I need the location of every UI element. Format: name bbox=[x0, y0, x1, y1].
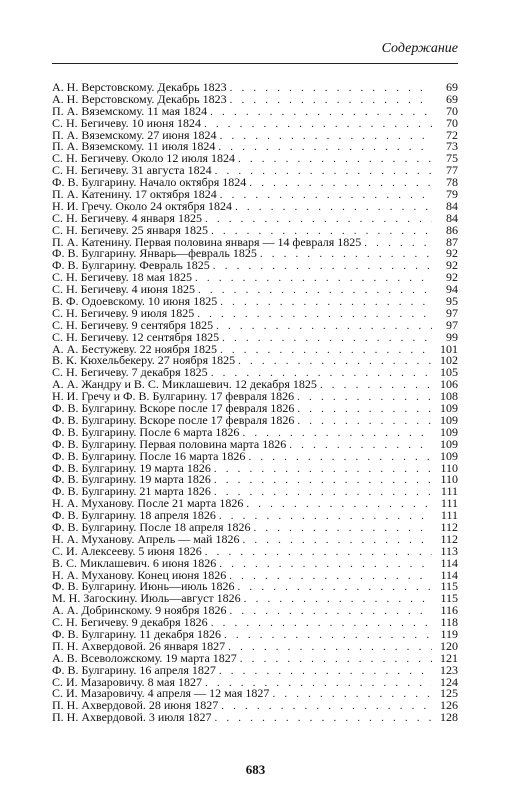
dot-leader bbox=[222, 333, 432, 345]
entry-title: Ф. В. Булгарину. После 16 марта 1826 bbox=[52, 448, 246, 463]
dot-leader bbox=[220, 131, 432, 143]
dot-leader bbox=[289, 440, 432, 452]
entry-page-number: 111 bbox=[440, 496, 458, 511]
entry-page-number: 78 bbox=[446, 175, 458, 190]
entry-title: С. Н. Бегичеву. Около 12 июля 1824 bbox=[52, 151, 235, 166]
dot-leader bbox=[220, 190, 432, 202]
entry-title: С. Н. Бегичеву. 18 мая 1825 bbox=[52, 270, 193, 285]
dot-leader bbox=[198, 285, 432, 297]
dot-leader bbox=[219, 666, 432, 678]
entry-page-number: 125 bbox=[440, 686, 458, 701]
entry-title: Ф. В. Булгарину. После 6 марта 1826 bbox=[52, 424, 240, 439]
entry-title: Н. А. Муханову. Апрель — май 1826 bbox=[52, 531, 240, 546]
entry-page-number: 115 bbox=[440, 591, 458, 606]
dot-leader bbox=[230, 606, 432, 618]
entry-page-number: 101 bbox=[440, 341, 458, 356]
entry-title: Ф. В. Булгарину. Начало октября 1824 bbox=[52, 175, 247, 190]
entry-page-number: 84 bbox=[446, 210, 458, 225]
entry-page-number: 123 bbox=[440, 662, 458, 677]
entry-title: П. А. Катенину. Первая половина января — 14 февраля 1825 bbox=[52, 234, 362, 249]
entry-page-number: 112 bbox=[440, 531, 458, 546]
entry-title: С. Н. Бегичеву. 7 декабря 1825 bbox=[52, 365, 208, 380]
entry-page-number: 118 bbox=[440, 615, 458, 630]
dot-leader bbox=[238, 356, 432, 368]
dot-leader bbox=[253, 523, 432, 535]
entry-title: С. Н. Бегичеву. 31 августа 1824 bbox=[52, 163, 212, 178]
entry-page-number: 95 bbox=[446, 294, 458, 309]
entry-title: С. И. Мазаровичу. 4 апреля — 12 мая 1827 bbox=[52, 686, 270, 701]
entry-title: С. И. Мазаровичу. 8 мая 1827 bbox=[52, 674, 203, 689]
entry-title: С. Н. Бегичеву. 9 июля 1825 bbox=[52, 305, 195, 320]
dot-leader bbox=[244, 594, 432, 606]
entry-title: А. А. Бестужеву. 22 ноября 1825 bbox=[52, 341, 217, 356]
entry-title: В. С. Миклашевич. 6 июня 1826 bbox=[52, 555, 217, 570]
entry-page-number: 113 bbox=[440, 543, 458, 558]
dot-leader bbox=[197, 309, 432, 321]
dot-leader bbox=[240, 654, 432, 666]
dot-leader bbox=[214, 475, 432, 487]
entry-title: Ф. В. Булгарину. Вскоре после 17 февраля 1826 bbox=[52, 412, 295, 427]
entry-page-number: 106 bbox=[440, 377, 458, 392]
entry-page-number: 110 bbox=[440, 472, 458, 487]
dot-leader bbox=[238, 154, 432, 166]
entry-title: Н. А. Муханову. Конец июня 1826 bbox=[52, 567, 227, 582]
dot-leader bbox=[228, 642, 432, 654]
dot-leader bbox=[204, 119, 432, 131]
entry-page-number: 92 bbox=[446, 270, 458, 285]
entry-title: П. А. Вяземскому. 27 июня 1824 bbox=[52, 127, 217, 142]
dot-leader bbox=[214, 487, 432, 499]
entry-title: П. Н. Ахвердовой. 3 июля 1827 bbox=[52, 710, 212, 725]
entry-title: П. А. Вяземскому. 11 мая 1824 bbox=[52, 103, 208, 118]
entry-title: С. Н. Бегичеву. 9 сентября 1825 bbox=[52, 317, 214, 332]
entry-page-number: 79 bbox=[446, 187, 458, 202]
entry-title: Ф. В. Булгарину. Вскоре после 17 февраля 1826 bbox=[52, 401, 295, 416]
entry-title: Ф. В. Булгарину. После 18 апреля 1826 bbox=[52, 519, 251, 534]
dot-leader bbox=[195, 273, 432, 285]
entry-page-number: 109 bbox=[440, 436, 458, 451]
entry-page-number: 70 bbox=[446, 103, 458, 118]
dot-leader bbox=[205, 214, 432, 226]
entry-page-number: 102 bbox=[440, 353, 458, 368]
entry-title: Н. И. Гречу и Ф. В. Булгарину. 17 февраля 1826 bbox=[52, 389, 295, 404]
dot-leader bbox=[218, 142, 432, 154]
entry-title: Ф. В. Булгарину. 19 марта 1826 bbox=[52, 460, 211, 475]
dot-leader bbox=[242, 535, 432, 547]
entry-title: С. И. Алексееву. 5 июня 1826 bbox=[52, 543, 202, 558]
dot-leader bbox=[214, 713, 432, 725]
entry-title: А. Н. Верстовскому. Декабрь 1823 bbox=[52, 80, 227, 94]
entry-title: В. К. Кюхельбекеру. 27 ноября 1825 bbox=[52, 353, 236, 368]
running-header: Содержание bbox=[381, 41, 458, 56]
entry-title: Ф. В. Булгарину. 18 апреля 1826 bbox=[52, 508, 216, 523]
page-number: 683 bbox=[245, 762, 266, 777]
entry-title: В. Ф. Одоевскому. 10 июня 1825 bbox=[52, 294, 218, 309]
entry-page-number: 121 bbox=[440, 650, 458, 665]
dot-leader bbox=[246, 499, 432, 511]
dot-leader bbox=[221, 701, 432, 713]
entry-page-number: 97 bbox=[446, 317, 458, 332]
entry-page-number: 109 bbox=[440, 401, 458, 416]
entry-page-number: 94 bbox=[446, 282, 458, 297]
entry-page-number: 116 bbox=[440, 603, 458, 618]
entry-title: Ф. В. Булгарину. 16 апреля 1827 bbox=[52, 662, 216, 677]
entry-page-number: 111 bbox=[440, 508, 458, 523]
entry-title: Ф. В. Булгарину. 11 декабря 1826 bbox=[52, 626, 222, 641]
dot-leader bbox=[320, 380, 432, 392]
entry-page-number: 114 bbox=[440, 567, 458, 582]
dot-leader bbox=[297, 404, 432, 416]
entry-title: П. Н. Ахвердовой. 26 января 1827 bbox=[52, 638, 226, 653]
dot-leader bbox=[220, 345, 432, 357]
dot-leader bbox=[224, 630, 432, 642]
dot-leader bbox=[210, 107, 432, 119]
entry-page-number: 77 bbox=[446, 163, 458, 178]
dot-leader bbox=[260, 249, 432, 261]
entry-page-number: 86 bbox=[446, 222, 458, 237]
entry-page-number: 87 bbox=[446, 234, 458, 249]
entry-page-number: 109 bbox=[440, 448, 458, 463]
entry-page-number: 120 bbox=[440, 638, 458, 653]
dot-leader bbox=[249, 178, 432, 190]
entry-title: С. Н. Бегичеву. 12 сентября 1825 bbox=[52, 329, 220, 344]
dot-leader bbox=[205, 547, 432, 559]
entry-page-number: 126 bbox=[440, 698, 458, 713]
dot-leader bbox=[220, 297, 432, 309]
entry-page-number: 72 bbox=[446, 127, 458, 142]
entry-title: А. А. Добринскому. 9 ноября 1826 bbox=[52, 603, 227, 618]
dot-leader bbox=[219, 559, 432, 571]
entry-title: С. Н. Бегичеву. 25 января 1825 bbox=[52, 222, 208, 237]
entry-title: Н. И. Гречу. Около 24 октября 1824 bbox=[52, 198, 232, 213]
entry-title: Ф. В. Булгарину. Первая половина марта 1826 bbox=[52, 436, 287, 451]
dot-leader bbox=[272, 689, 432, 701]
entry-page-number: 70 bbox=[446, 115, 458, 130]
entry-title: С. Н. Бегичеву. 4 января 1825 bbox=[52, 210, 202, 225]
entry-title: Ф. В. Булгарину. Июнь—июль 1826 bbox=[52, 579, 235, 594]
entry-page-number: 69 bbox=[446, 80, 458, 94]
entry-page-number: 84 bbox=[446, 198, 458, 213]
entry-title: С. Н. Бегичеву. 10 июня 1824 bbox=[52, 115, 201, 130]
entry-page-number: 109 bbox=[440, 424, 458, 439]
entry-title: С. Н. Бегичеву. 4 июня 1825 bbox=[52, 282, 195, 297]
dot-leader bbox=[235, 202, 432, 214]
toc-entry bbox=[52, 712, 458, 724]
dot-leader bbox=[229, 571, 432, 583]
entry-title: Н. А. Муханову. После 21 марта 1826 bbox=[52, 496, 244, 511]
header-rule bbox=[52, 63, 458, 64]
entry-page-number: 124 bbox=[440, 674, 458, 689]
dot-leader bbox=[230, 95, 432, 107]
dot-leader bbox=[213, 261, 432, 273]
dot-leader bbox=[364, 238, 432, 250]
entry-page-number: 73 bbox=[446, 139, 458, 154]
entry-page-number: 111 bbox=[440, 484, 458, 499]
entry-title: М. Н. Загоскину. Июль—август 1826 bbox=[52, 591, 241, 606]
entry-title: Ф. В. Булгарину. Январь—февраль 1825 bbox=[52, 246, 257, 261]
entry-page-number: 108 bbox=[440, 389, 458, 404]
entry-page-number: 109 bbox=[440, 412, 458, 427]
entry-title: Ф. В. Булгарину. 19 марта 1826 bbox=[52, 472, 211, 487]
entry-page-number: 112 bbox=[440, 519, 458, 534]
entry-title: С. Н. Бегичеву. 9 декабря 1826 bbox=[52, 615, 208, 630]
dot-leader bbox=[214, 464, 432, 476]
entry-page-number: 128 bbox=[440, 710, 458, 725]
entry-title: П. Н. Ахвердовой. 28 июня 1827 bbox=[52, 698, 219, 713]
entry-page-number: 69 bbox=[446, 91, 458, 106]
dot-leader bbox=[297, 392, 432, 404]
entry-title: А. В. Всеволожскому. 19 марта 1827 bbox=[52, 650, 237, 665]
entry-title: П. А. Вяземскому. 11 июля 1824 bbox=[52, 139, 216, 154]
entry-page-number: 114 bbox=[440, 555, 458, 570]
entry-page-number: 115 bbox=[440, 579, 458, 594]
dot-leader bbox=[230, 83, 432, 95]
entry-page-number: 75 bbox=[446, 151, 458, 166]
entry-title: П. А. Катенину. 17 октября 1824 bbox=[52, 187, 217, 202]
entry-page-number: 110 bbox=[440, 460, 458, 475]
entry-page-number: 99 bbox=[446, 329, 458, 344]
dot-leader bbox=[216, 321, 432, 333]
entry-page-number: 97 bbox=[446, 305, 458, 320]
entry-title: Ф. В. Булгарину. Февраль 1825 bbox=[52, 258, 210, 273]
entry-title: А. Н. Верстовскому. Декабрь 1823 bbox=[52, 91, 227, 106]
dot-leader bbox=[248, 452, 432, 464]
dot-leader bbox=[211, 618, 432, 630]
entry-title: А. А. Жандру и В. С. Миклашевич. 12 декабря 1825 bbox=[52, 377, 317, 392]
entry-title: Ф. В. Булгарину. 21 марта 1826 bbox=[52, 484, 211, 499]
table-of-contents bbox=[52, 82, 458, 724]
dot-leader bbox=[238, 582, 432, 594]
entry-page-number: 92 bbox=[446, 258, 458, 273]
dot-leader bbox=[297, 416, 432, 428]
entry-page-number: 119 bbox=[440, 626, 458, 641]
entry-page-number: 92 bbox=[446, 246, 458, 261]
entry-page-number: 105 bbox=[440, 365, 458, 380]
